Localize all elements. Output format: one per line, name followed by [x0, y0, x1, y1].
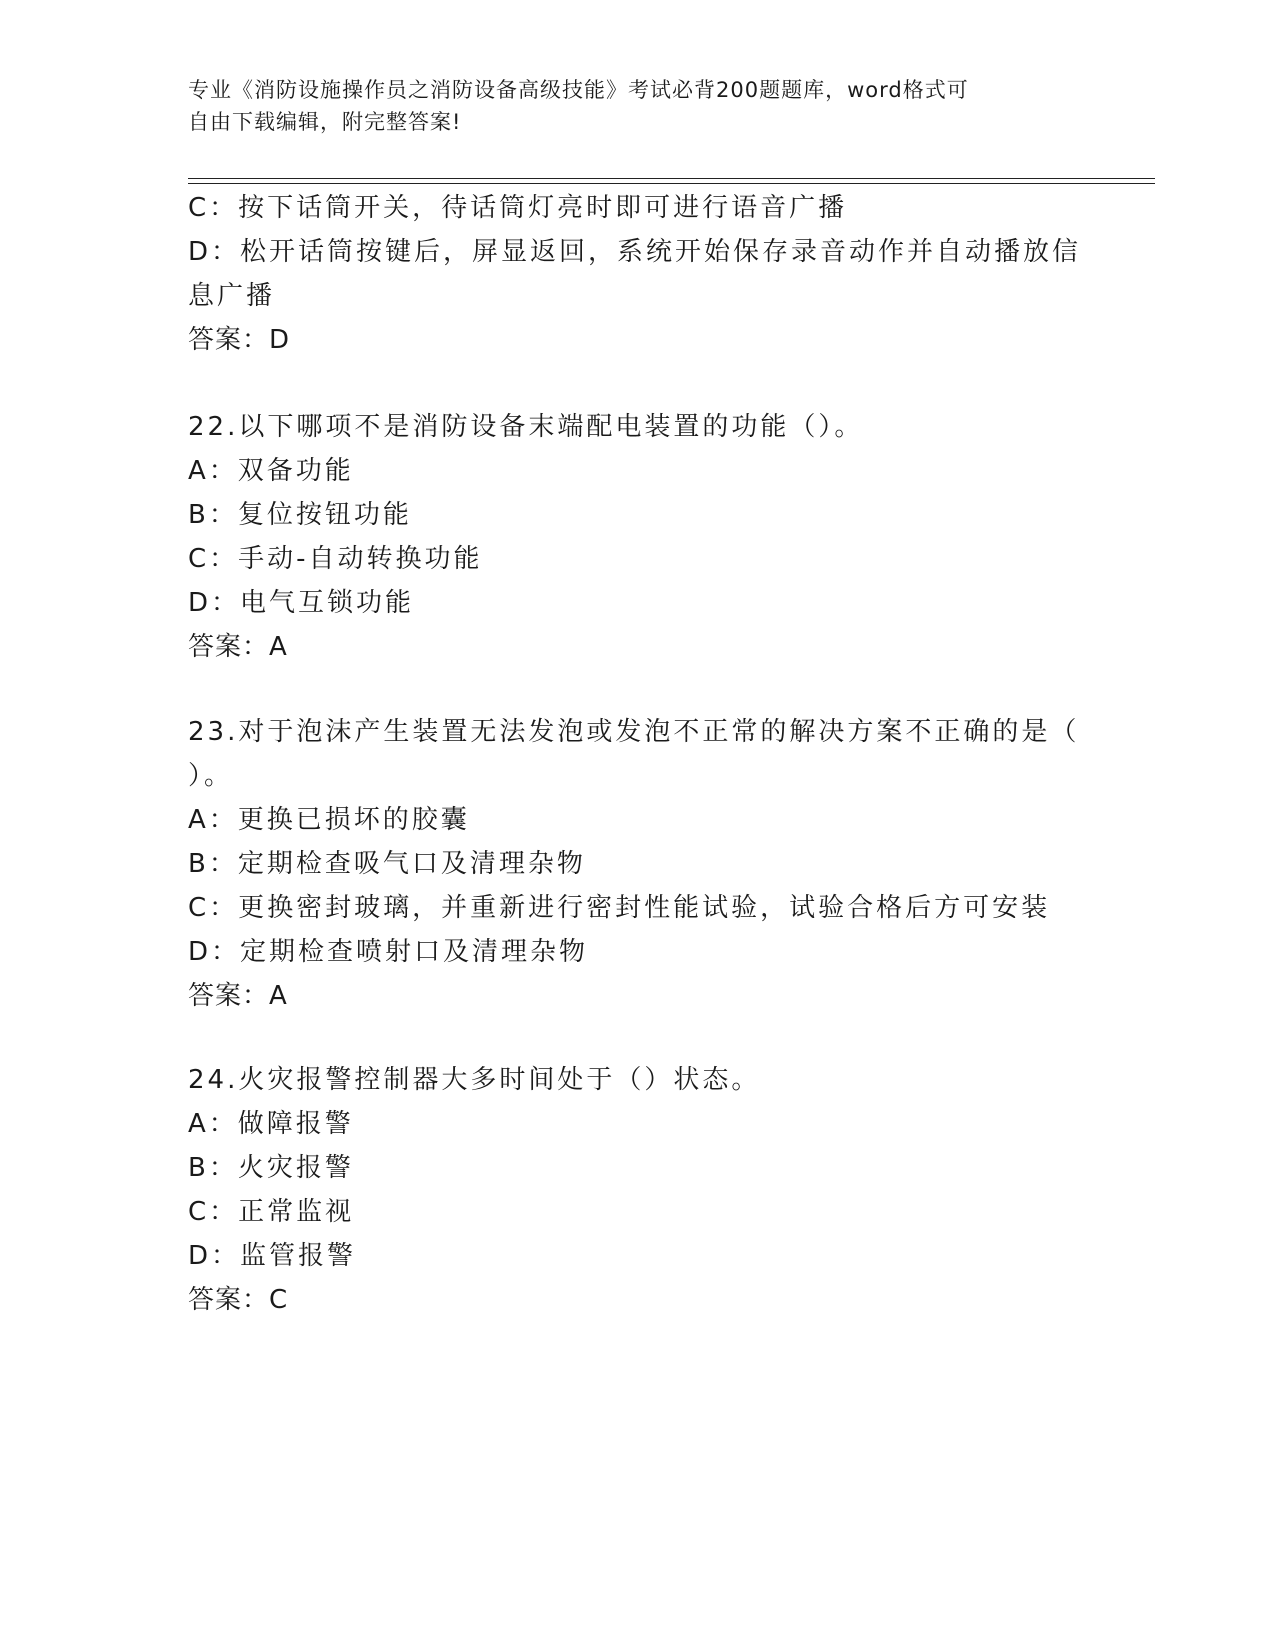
question-23-stem-line-1: 23.对于泡沫产生装置无法发泡或发泡不正常的解决方案不正确的是（ — [188, 717, 1080, 747]
header-divider-bottom — [188, 183, 1155, 184]
prev-question-answer: 答案：D — [188, 325, 291, 355]
question-22-answer: 答案：A — [188, 632, 288, 662]
question-22-option-d: D：电气互锁功能 — [188, 588, 415, 618]
header-divider-top — [188, 178, 1155, 179]
question-24-stem: 24.火灾报警控制器大多时间处于（）状态。 — [188, 1065, 761, 1095]
question-24-option-c: C：正常监视 — [188, 1197, 355, 1227]
question-23-stem-line-2: ）。 — [188, 761, 234, 791]
question-23-option-a: A：更换已损坏的胶囊 — [188, 805, 470, 835]
question-23-option-d: D：定期检查喷射口及清理杂物 — [188, 937, 589, 967]
prev-question-option-d-line-2: 息广播 — [188, 281, 276, 311]
question-24-option-a: A：做障报警 — [188, 1109, 354, 1139]
question-24-option-d: D：监管报警 — [188, 1241, 357, 1271]
question-23-option-c: C：更换密封玻璃，并重新进行密封性能试验，试验合格后方可安装 — [188, 893, 1051, 923]
question-22-stem: 22.以下哪项不是消防设备末端配电装置的功能（）。 — [188, 412, 864, 442]
document-header — [188, 74, 1088, 138]
question-23-option-b: B：定期检查吸气口及清理杂物 — [188, 849, 586, 879]
header-line-1: 专业《消防设施操作员之消防设备高级技能》考试必背200题题库，word格式可 — [188, 78, 969, 102]
question-23-answer: 答案：A — [188, 981, 288, 1011]
prev-question-option-d-line-1: D：松开话筒按键后，屏显返回，系统开始保存录音动作并自动播放信 — [188, 237, 1082, 267]
question-22-option-b: B：复位按钮功能 — [188, 500, 412, 530]
question-24-answer: 答案：C — [188, 1285, 289, 1315]
prev-question-option-c: C：按下话筒开关，待话筒灯亮时即可进行语音广播 — [188, 193, 848, 223]
header-line-2: 自由下载编辑，附完整答案! — [188, 110, 462, 134]
question-22-option-a: A：双备功能 — [188, 456, 354, 486]
question-24-option-b: B：火灾报警 — [188, 1153, 354, 1183]
question-22-option-c: C：手动-自动转换功能 — [188, 544, 483, 574]
